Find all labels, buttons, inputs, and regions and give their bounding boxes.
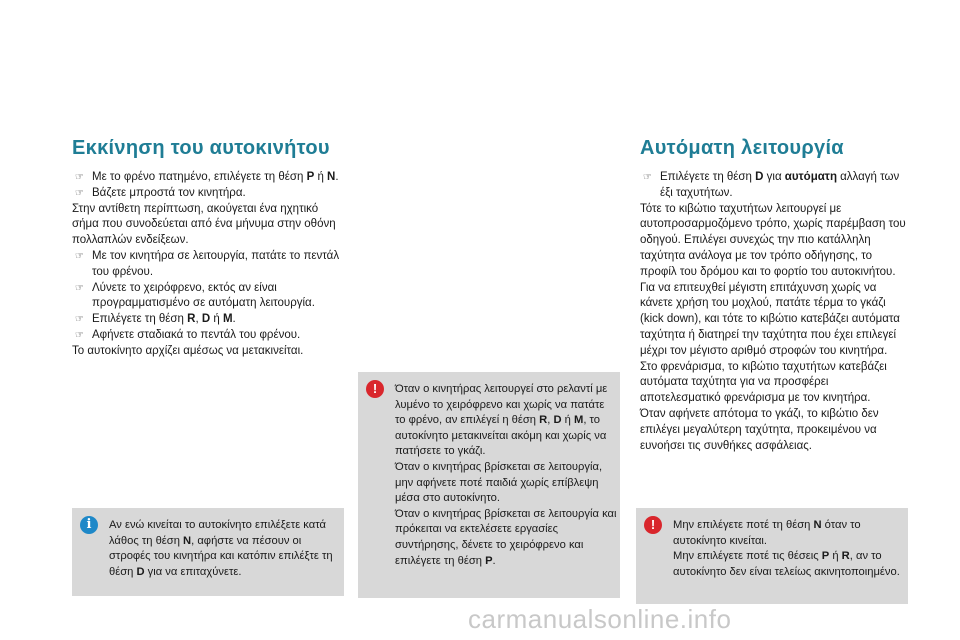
right-column xyxy=(640,136,910,454)
warning-paragraph: Όταν ο κινητήρας βρίσκεται σε λειτουργία και πρόκειται να εκτελέσετε εργασίες συντήρησης, δένετε το χειρόφρενο και επιλέγετε τη θέση P. xyxy=(395,507,617,567)
pointing-hand-icon: ☞ xyxy=(75,172,84,183)
paragraph: Για να επιτευχθεί μέγιστη επιτάχυνση χωρίς να κάνετε χρήση του μοχλού, πατάτε τέρμα το γκάζι (kick down), και τότε το κιβώτιο κατεβάζει αυτόματα ταχύτητα ή διατηρεί την ταχύτητα που έχει επιλεγεί μέχρι τον μέγιστο αριθμό στροφών του κινητήρα. xyxy=(640,281,900,357)
warning-paragraph: Μην επιλέγετε ποτέ τη θέση N όταν το αυτοκίνητο κινείται. xyxy=(673,519,861,547)
warning-text xyxy=(395,382,617,569)
warning-icon: ! xyxy=(644,516,662,534)
pointing-hand-icon: ☞ xyxy=(643,172,652,183)
pointing-hand-icon: ☞ xyxy=(75,187,84,199)
left-column xyxy=(72,136,342,360)
list-item: ☞ Με το φρένο πατημένο, επιλέγετε τη θέση P ή N. xyxy=(72,170,342,186)
automatic-mode-text xyxy=(640,170,910,454)
paragraph: Το αυτοκίνητο αρχίζει αμέσως να μετακινείται. xyxy=(72,344,304,357)
warning-paragraph: Όταν ο κινητήρας λειτουργεί στο ρελαντί με λυμένο το χειρόφρενο και χωρίς να πατάτε το φρένο, αν επιλέγεί η θέση R, D ή M, το αυτοκίνητο μετακινείται ακόμη και χωρίς να πατήσετε το γκάζι. xyxy=(395,383,608,458)
list-item: ☞ Επιλέγετε τη θέση D για αυτόματη αλλαγή των έξι ταχυτήτων. xyxy=(643,171,900,199)
list-item: ☞ Με τον κινητήρα σε λειτουργία, πατάτε το πεντάλ του φρένου. xyxy=(75,249,340,278)
list-item: ☞ Λύνετε το χειρόφρενο, εκτός αν είναι προγραμματισμένο σε αυτόματη λειτουργία. xyxy=(75,281,315,310)
info-note-box xyxy=(72,508,344,596)
starting-instructions xyxy=(72,170,342,360)
paragraph: Τότε το κιβώτιο ταχυτήτων λειτουργεί με αυτοπροσαρμοζόμενο τρόπο, χωρίς παρέμβαση του οδηγού. Επιλέγει συνεχώς την πιο κατάλληλη ταχύτητα ανάλογα με τον τρόπο οδήγησης, το προφίλ του δρόμου και το φορτίο του αυτοκινήτου. xyxy=(640,202,906,278)
pointing-hand-icon: ☞ xyxy=(75,250,84,262)
pointing-hand-icon: ☞ xyxy=(75,329,84,341)
section-title-starting: Εκκίνηση του αυτοκινήτου xyxy=(72,137,330,159)
info-note-text: Αν ενώ κινείται το αυτοκίνητο επιλέξετε κατά λάθος τη θέση N, αφήστε να πέσουν οι στροφές του κινητήρα και κατόπιν επιλέξτε τη θέση D για να επιταχύνετε. xyxy=(109,519,333,578)
list-item: ☞ Επιλέγετε τη θέση R, D ή M. xyxy=(72,312,342,328)
warning-paragraph: Μην επιλέγετε ποτέ τις θέσεις P ή R, αν το αυτοκίνητο δεν είναι τελείως ακινητοποιημένο. xyxy=(673,550,900,578)
info-icon: i xyxy=(80,516,98,534)
paragraph: Στο φρενάρισμα, το κιβώτιο ταχυτήτων κατεβάζει αυτόματα ταχύτητα για να προσφέρει αποτελεσματικό φρενάρισμα με τον κινητήρα. xyxy=(640,360,887,405)
pointing-hand-icon: ☞ xyxy=(75,282,84,294)
warning-box-idle xyxy=(358,372,620,598)
paragraph: Στην αντίθετη περίπτωση, ακούγεται ένα ηχητικό σήμα που συνοδεύεται από ένα μήνυμα στην οθόνη πολλαπλών ενδείξεων. xyxy=(72,202,336,247)
list-item: ☞ Βάζετε μπροστά τον κινητήρα. xyxy=(72,186,342,202)
warning-box-positions xyxy=(636,508,908,604)
pointing-hand-icon: ☞ xyxy=(75,314,84,326)
warning-icon: ! xyxy=(366,380,384,398)
warning-paragraph: Όταν ο κινητήρας βρίσκεται σε λειτουργία, μην αφήνετε ποτέ παιδιά χωρίς επίβλεψη μέσα στο αυτοκίνητο. xyxy=(395,460,603,505)
warning-text xyxy=(673,518,903,580)
paragraph: Όταν αφήνετε απότομα το γκάζι, το κιβώτιο δεν επιλέγει μεγαλύτερη ταχύτητα, προκειμένου να ευνοήσει τις συνθήκες ασφάλειας. xyxy=(640,407,879,452)
section-title-automatic: Αυτόματη λειτουργία xyxy=(640,137,844,159)
list-item: ☞ Αφήνετε σταδιακά το πεντάλ του φρένου. xyxy=(72,328,342,344)
watermark: carmanualsonline.info xyxy=(468,604,732,634)
